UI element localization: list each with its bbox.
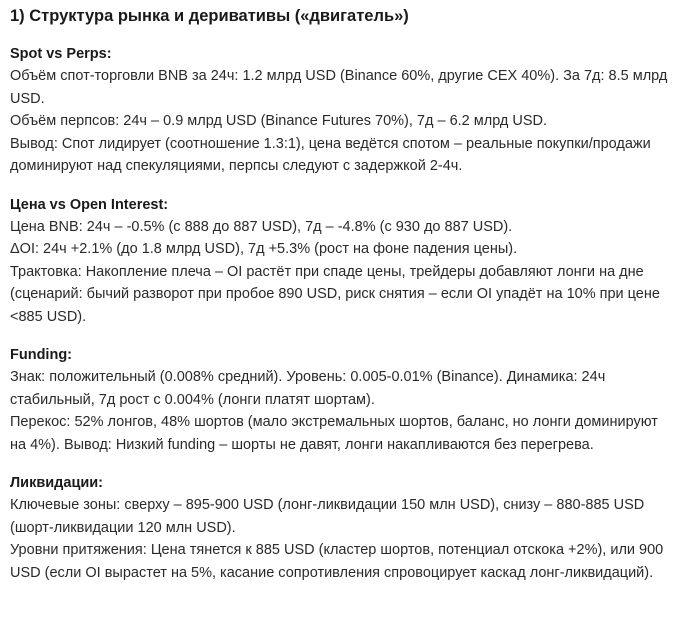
paragraph: ΔOI: 24ч +2.1% (до 1.8 млрд USD), 7д +5.3% (рост на фоне падения цены).	[10, 241, 518, 257]
paragraph: Цена BNB: 24ч – -0.5% (с 888 до 887 USD), 7д – -4.8% (с 930 до 887 USD).	[10, 218, 513, 235]
paragraph: Вывод: Спот лидирует (соотношение 1.3:1), цена ведётся спотом – реальные покупки/продажи доминируют над спекуляциями, перпсы следуют с задержкой 2-4ч.	[10, 135, 651, 174]
document	[0, 5, 686, 584]
paragraph: Объём перпсов: 24ч – 0.9 млрд USD (Binance Futures 70%), 7д – 6.2 млрд USD.	[10, 113, 548, 129]
section-heading: Цена vs Open Interest:	[10, 196, 169, 213]
paragraph: Уровни притяжения: Цена тянется к 885 USD (кластер шортов, потенциал отскока +2%), или 900 USD (если OI вырастет на 5%, касание сопротивления спровоцирует каскад лонг-ликвидаций).	[10, 542, 664, 581]
paragraph: Трактовка: Накопление плеча – OI растёт при спаде цены, трейдеры добавляют лонги на дне (сценарий: бычий разворот при пробое 890 USD, риск снятия – если OI упадёт на 10% при цене <885 USD).	[10, 263, 660, 325]
paragraph: Объём спот-торговли BNB за 24ч: 1.2 млрд USD (Binance 60%, другие CEX 40%). За 7д: 8.5 млрд USD.	[10, 68, 668, 107]
section-liquidations	[10, 472, 676, 584]
section-funding	[10, 344, 676, 456]
paragraph: Ключевые зоны: сверху – 895-900 USD (лонг-ликвидации 150 млн USD), снизу – 880-885 USD (шорт-ликвидации 120 млн USD).	[10, 497, 645, 536]
paragraph: Знак: положительный (0.008% средний). Уровень: 0.005-0.01% (Binance). Динамика: 24ч стабильный, 7д рост с 0.004% (лонги платят шортам).	[10, 369, 606, 408]
section-heading: Funding:	[10, 347, 73, 363]
document-title: 1) Структура рынка и деривативы («двигатель»)	[10, 7, 409, 25]
section-heading: Spot vs Perps:	[10, 46, 112, 62]
paragraph: Перекос: 52% лонгов, 48% шортов (мало экстремальных шортов, баланс, но лонги доминируют на 4%). Вывод: Низкий funding – шорты не давят, лонги накапливаются без перегрева.	[10, 414, 658, 453]
section-spot-vs-perps	[10, 43, 676, 178]
section-price-vs-oi	[10, 194, 676, 329]
section-heading: Ликвидации:	[10, 475, 104, 491]
